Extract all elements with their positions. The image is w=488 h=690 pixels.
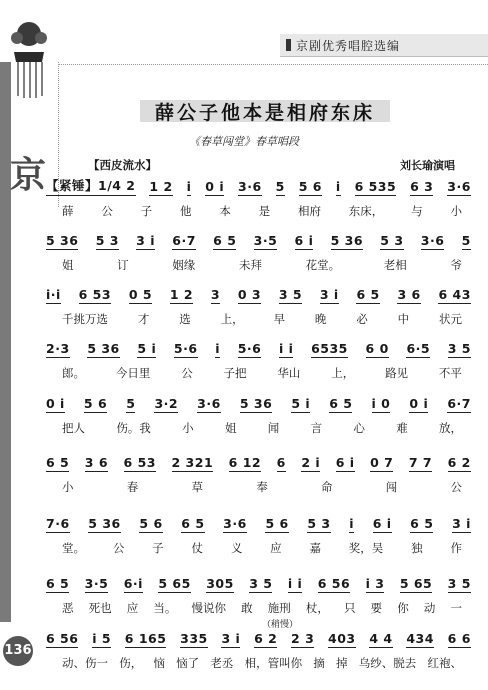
lyric-word: 他 bbox=[179, 204, 192, 218]
lyric-line bbox=[62, 600, 462, 616]
notation-line bbox=[46, 232, 471, 250]
lyric-word: 小 bbox=[450, 204, 462, 218]
lyric-word: 公 bbox=[101, 204, 113, 218]
measure: 3 5 bbox=[447, 576, 471, 591]
measure: 3 bbox=[210, 287, 221, 302]
measure: 3 i bbox=[136, 233, 156, 248]
lyric-word: 是 bbox=[258, 204, 271, 218]
tempo-mark: （稍慢） bbox=[262, 620, 299, 630]
lyric-word: 老丞 bbox=[210, 656, 234, 670]
score-row-2 bbox=[0, 232, 488, 292]
measure: 6 53 bbox=[123, 455, 156, 470]
measure: 6 i bbox=[294, 233, 314, 248]
lyric-word: 姐 bbox=[62, 258, 74, 272]
lyric-word: 动、伤一 bbox=[62, 656, 108, 670]
lyric-word: 一 bbox=[450, 601, 462, 615]
lyric-word: 小 bbox=[62, 480, 74, 494]
lyric-word: 放， bbox=[439, 421, 462, 435]
measure: 6·7 bbox=[172, 233, 196, 248]
lyric-word: 恶 bbox=[62, 601, 74, 615]
lyric-word: 你 bbox=[397, 601, 409, 615]
score-row-1 bbox=[0, 178, 488, 238]
measure: i bbox=[215, 341, 221, 356]
lyric-word: 摘 bbox=[313, 656, 325, 670]
lyric-word: 东床， bbox=[348, 204, 384, 218]
lyric-word: 只 bbox=[344, 601, 356, 615]
measure: 3·6 bbox=[197, 396, 221, 411]
measure: 305 bbox=[206, 576, 234, 591]
measure: 5 3 bbox=[307, 516, 331, 531]
side-chapter-character: 京 bbox=[10, 154, 47, 196]
measure: 5 6 bbox=[265, 516, 289, 531]
measure: 0 i bbox=[205, 179, 225, 194]
lyric-word: 仗 bbox=[191, 541, 203, 555]
measure: 6 2 bbox=[447, 455, 471, 470]
lyric-word: 公 bbox=[181, 366, 193, 380]
lyric-word: 红袍、 bbox=[427, 656, 462, 670]
measure: 6 5 bbox=[181, 516, 205, 531]
measure: 3·5 bbox=[84, 576, 109, 591]
measure: 335 bbox=[180, 631, 208, 646]
measure: 5 i bbox=[291, 396, 311, 411]
measure: i 0 bbox=[371, 396, 391, 411]
lyric-word: 恼 bbox=[153, 656, 165, 670]
measure: 6 bbox=[276, 455, 286, 470]
measure: 6 5 bbox=[46, 576, 70, 591]
measure: 3·6 bbox=[238, 179, 262, 194]
lyric-word: 华山 bbox=[277, 366, 301, 380]
measure: 3 i bbox=[452, 516, 471, 531]
lyric-word: 闻 bbox=[267, 421, 280, 435]
lyric-word: 姐 bbox=[224, 421, 237, 435]
lyric-word: 把人 bbox=[62, 421, 85, 435]
measure: 6 i bbox=[335, 455, 355, 470]
lyric-word: 花堂。 bbox=[305, 258, 341, 272]
lyric-word: 乌纱、脱去 bbox=[358, 656, 417, 670]
lyric-word: 要 bbox=[370, 601, 383, 615]
measure: 4 4 bbox=[369, 631, 393, 646]
dotted-guide-horizontal bbox=[58, 64, 488, 65]
measure: 6 56 bbox=[317, 576, 351, 591]
measure: 3 i bbox=[319, 287, 339, 302]
lyric-word: 恼了 bbox=[176, 656, 200, 670]
measure: 5 3 bbox=[380, 233, 404, 248]
measure: 3·5 bbox=[253, 233, 278, 248]
measure: 2 3 bbox=[291, 631, 315, 646]
lyric-word: 状元 bbox=[439, 312, 462, 326]
lyric-word: 草 bbox=[191, 480, 203, 494]
measure: 5 36 bbox=[46, 233, 79, 248]
lyric-word: 应 bbox=[126, 601, 139, 615]
lyric-word: 作 bbox=[450, 541, 462, 555]
lyric-word: 郎。 bbox=[62, 366, 85, 380]
lyric-word: 奉 bbox=[256, 480, 268, 494]
lyric-word: 义 bbox=[230, 541, 243, 555]
lyric-word: 必 bbox=[356, 312, 368, 326]
notation-line bbox=[46, 395, 471, 413]
measure: i 3 bbox=[365, 576, 385, 591]
measure: 2 i bbox=[301, 455, 321, 470]
measure: 0 i bbox=[409, 396, 429, 411]
lyric-word: 奖，吴 bbox=[348, 541, 384, 555]
measure: 3 5 bbox=[278, 287, 303, 302]
measure: 6 5 bbox=[410, 516, 434, 531]
notation-line bbox=[46, 454, 471, 472]
notation-line bbox=[46, 178, 471, 196]
lyric-word: 老相 bbox=[383, 258, 407, 272]
measure: 6 0 bbox=[365, 341, 389, 356]
score-row-7 bbox=[0, 515, 488, 575]
lyric-word: 闯 bbox=[385, 480, 398, 494]
lyric-word: 选 bbox=[179, 312, 191, 326]
measure: 6·7 bbox=[447, 396, 471, 411]
lyric-line bbox=[62, 540, 462, 556]
lyric-word: 伤， bbox=[119, 656, 143, 670]
lyric-word: 本 bbox=[219, 204, 231, 218]
lyric-word: 应 bbox=[270, 541, 282, 555]
lyric-line bbox=[62, 203, 462, 219]
lyric-word: 死也 bbox=[88, 601, 112, 615]
page-number: 136 bbox=[3, 636, 33, 666]
lyric-word: 未拜 bbox=[238, 258, 262, 272]
measure: 6·i bbox=[123, 576, 143, 591]
lyric-word: 子把 bbox=[223, 366, 247, 380]
score-row-8 bbox=[0, 575, 488, 635]
score-row-4 bbox=[0, 340, 488, 400]
lyric-word: 独 bbox=[411, 541, 423, 555]
measure: 0 i bbox=[46, 396, 65, 411]
measure: 7 7 bbox=[408, 455, 433, 470]
measure: 5 65 bbox=[158, 576, 191, 591]
measure: 2 321 bbox=[171, 455, 214, 470]
measure: 5 6 bbox=[298, 179, 322, 194]
lyric-word: 上， bbox=[220, 312, 244, 326]
measure: 5 36 bbox=[88, 516, 121, 531]
measure: 3 5 bbox=[447, 341, 471, 356]
measure: 6 535 bbox=[354, 179, 397, 194]
measure: 0 5 bbox=[128, 287, 153, 302]
lyric-word: 心 bbox=[353, 421, 365, 435]
measure: 5·6 bbox=[237, 341, 262, 356]
score-row-6 bbox=[0, 454, 488, 514]
measure: 6 56 bbox=[46, 631, 79, 646]
measure: 3·6 bbox=[447, 179, 471, 194]
lyric-word: 早 bbox=[273, 312, 285, 326]
measure: i bbox=[335, 179, 341, 194]
lyric-word: 春 bbox=[126, 480, 139, 494]
lyric-line bbox=[62, 479, 462, 495]
lyric-word: 伤。我 bbox=[116, 421, 151, 435]
measure: 434 bbox=[406, 631, 434, 646]
measure: i bbox=[349, 516, 355, 531]
measure: 3 6 bbox=[84, 455, 109, 470]
measure: 6 12 bbox=[228, 455, 262, 470]
lyric-word: 当。 bbox=[153, 601, 177, 615]
lyric-word: 爷 bbox=[450, 258, 462, 272]
lyric-word: 相府 bbox=[297, 204, 321, 218]
measure: 5 36 bbox=[239, 396, 273, 411]
lyric-word: 难 bbox=[396, 421, 408, 435]
measure: 1 2 bbox=[169, 287, 194, 302]
measure: 3·6 bbox=[223, 516, 247, 531]
lyric-word: 与 bbox=[411, 204, 423, 218]
measure: 5 3 bbox=[95, 233, 119, 248]
notation-line bbox=[46, 286, 471, 304]
measure: 5 bbox=[275, 179, 285, 194]
score-row-9 bbox=[0, 630, 488, 690]
song-title: 薛公子他本是相府东床 bbox=[154, 102, 375, 124]
opera-headdress-ornament bbox=[4, 18, 54, 100]
measure: 【紧锤】1/4 2 bbox=[46, 176, 136, 196]
tune-label: 【西皮流水】 bbox=[88, 158, 157, 172]
measure: 5 6 bbox=[83, 396, 108, 411]
lyric-word: 命 bbox=[321, 480, 333, 494]
measure: 3·2 bbox=[154, 396, 179, 411]
lyric-line bbox=[62, 365, 462, 381]
measure: 6 5 bbox=[213, 233, 237, 248]
measure: 5 i bbox=[137, 341, 157, 356]
lyric-line bbox=[62, 257, 462, 273]
measure: 6·5 bbox=[406, 341, 431, 356]
measure: i 5 bbox=[92, 631, 112, 646]
measure: 6 6 bbox=[447, 631, 471, 646]
measure: 3 i bbox=[221, 631, 241, 646]
measure: 7·6 bbox=[46, 516, 70, 531]
song-source: 《春草闯堂》春草唱段 bbox=[189, 135, 299, 148]
lyric-word: 堂。 bbox=[62, 541, 85, 555]
lyric-word: 千挑万选 bbox=[62, 312, 108, 326]
lyric-line bbox=[62, 311, 462, 327]
measure: 0 3 bbox=[237, 287, 262, 302]
lyric-word: 杖， bbox=[305, 601, 329, 615]
lyric-word: 中 bbox=[397, 312, 410, 326]
measure: 6 5 bbox=[46, 455, 70, 470]
measure: i i bbox=[279, 341, 294, 356]
notation-line bbox=[46, 340, 471, 358]
measure: 6 5 bbox=[329, 396, 353, 411]
measure: 6 i bbox=[372, 516, 392, 531]
score-row-3 bbox=[0, 286, 488, 346]
measure: 3·6 bbox=[420, 233, 445, 248]
lyric-word: 上， bbox=[331, 366, 355, 380]
measure: 2·3 bbox=[46, 341, 70, 356]
measure: 5 36 bbox=[87, 341, 120, 356]
lyric-word: 公 bbox=[112, 541, 125, 555]
lyric-word: 子 bbox=[140, 204, 153, 218]
lyric-word: 动 bbox=[423, 601, 436, 615]
measure: 1 2 bbox=[149, 179, 173, 194]
measure: i i bbox=[287, 576, 303, 591]
measure: 0 7 bbox=[370, 455, 394, 470]
notation-line bbox=[46, 630, 471, 648]
measure: 5 bbox=[461, 233, 471, 248]
measure: 403 bbox=[328, 631, 356, 646]
measure: 5 65 bbox=[399, 576, 433, 591]
lyric-word: 嘉 bbox=[309, 541, 321, 555]
lyric-word: 晚 bbox=[314, 312, 327, 326]
lyric-word: 敢 bbox=[241, 601, 253, 615]
lyric-word: 今日里 bbox=[115, 366, 151, 380]
measure: i·i bbox=[46, 287, 61, 302]
lyric-word: 小 bbox=[182, 421, 194, 435]
lyric-word: 慢说你 bbox=[191, 601, 226, 615]
singer-credit: 刘长瑜演唱 bbox=[400, 159, 455, 172]
measure: 6535 bbox=[311, 341, 348, 356]
lyric-word: 施刑 bbox=[267, 601, 291, 615]
measure: 5 bbox=[126, 396, 136, 411]
measure: i bbox=[186, 179, 192, 194]
notation-line bbox=[46, 515, 471, 533]
lyric-line bbox=[62, 655, 462, 671]
lyric-word: 路见 bbox=[385, 366, 409, 380]
score-row-5 bbox=[0, 395, 488, 455]
lyric-word: 相，管叫你 bbox=[244, 656, 303, 670]
measure: 6 2 bbox=[254, 631, 278, 646]
measure: 3 5 bbox=[249, 576, 273, 591]
measure: 5 36 bbox=[330, 233, 364, 248]
measure: 6 43 bbox=[438, 287, 471, 302]
lyric-word: 子 bbox=[152, 541, 164, 555]
notation-line bbox=[46, 575, 471, 593]
measure: 6 165 bbox=[124, 631, 167, 646]
lyric-word: 公 bbox=[450, 480, 462, 494]
measure: 5 6 bbox=[139, 516, 163, 531]
lyric-word: 订 bbox=[117, 258, 129, 272]
lyric-word: 言 bbox=[310, 421, 323, 435]
lyric-word: 薛 bbox=[62, 204, 74, 218]
lyric-word: 掉 bbox=[336, 656, 348, 670]
measure: 5·6 bbox=[173, 341, 198, 356]
measure: 6 3 bbox=[410, 179, 434, 194]
series-title: 京剧优秀唱腔选编 bbox=[296, 39, 401, 53]
measure: 6 5 bbox=[356, 287, 380, 302]
running-header bbox=[280, 34, 488, 57]
lyric-word: 不平 bbox=[438, 366, 462, 380]
header-marker bbox=[286, 39, 291, 51]
measure: 6 53 bbox=[78, 287, 112, 302]
measure: 3 6 bbox=[397, 287, 421, 302]
lyric-line bbox=[62, 420, 462, 436]
lyric-word: 姻缘 bbox=[172, 258, 196, 272]
lyric-word: 才 bbox=[137, 312, 150, 326]
